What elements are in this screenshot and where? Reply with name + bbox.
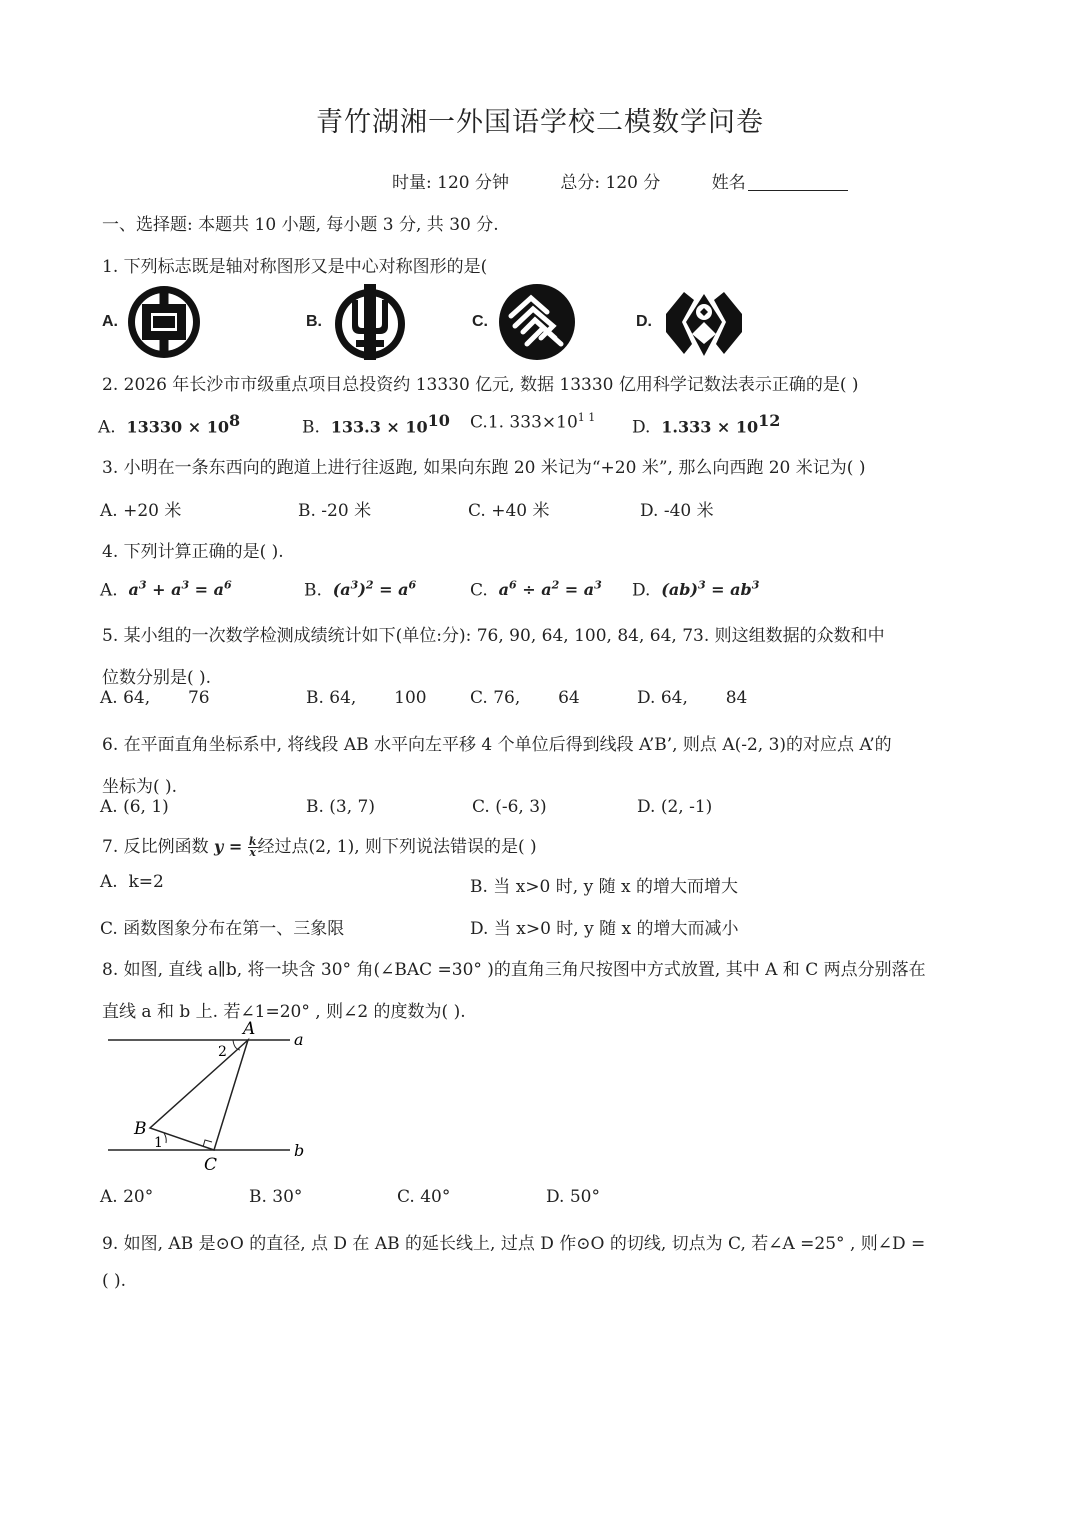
q6-option-d[interactable]: D. (2, -1) [637,797,713,817]
q8-figure [100,1016,320,1178]
section-heading: 一、选择题: 本题共 10 小题, 每小题 3 分, 共 30 分. [102,215,499,235]
q8-stem-line1: 8. 如图, 直线 a∥b, 将一块含 30° 角(∠BAC =30° )的直角三角尺按图中方式放置, 其中 A 和 C 两点分别落在 [102,960,926,980]
q8-option-d[interactable]: D. 50° [546,1187,600,1207]
q2-option-d[interactable] [632,411,780,438]
q7-stem-pre: 7. 反比例函数 [102,837,215,857]
q3-option-d[interactable]: D. -40 米 [640,501,714,521]
angle-1-label: 1 [154,1135,163,1151]
q4-option-a[interactable] [100,579,232,600]
q7-stem [102,832,537,858]
q4-option-a-formula: $a^3 + a^3 = a^6$ [128,579,232,600]
q6-option-b[interactable]: B. (3, 7) [306,797,376,817]
abc-logo-icon [330,282,410,362]
q2-option-a-label: A. [98,417,116,438]
q7-option-a[interactable]: A. k=2 [100,872,164,892]
q4-option-d[interactable] [632,579,759,600]
name-label-text: 姓名 [711,173,746,193]
q1-label-b: B. [306,313,322,330]
q4-option-b[interactable] [304,579,416,600]
q4-option-b-formula: $(a^3)^2 = a^6$ [332,579,417,600]
q4-option-c-formula: $a^6 \div a^2 = a^3$ [498,579,602,600]
q2-option-d-exp: 12 [758,411,781,430]
exam-meta [392,168,894,193]
q7-stem-post: 经过点(2, 1), 则下列说法错误的是( ) [257,837,537,857]
q5-option-b[interactable]: B. 64, 100 [306,688,427,708]
q9-stem-line1: 9. 如图, AB 是⊙O 的直径, 点 D 在 AB 的延长线上, 过点 D 作⊙O 的切线, 切点为 C, 若∠A =25° , 则∠D = [102,1234,926,1254]
icbc-logo-icon [124,282,204,362]
q4-stem: 4. 下列计算正确的是( ). [102,542,284,562]
q4-option-c[interactable] [470,579,602,600]
line-a-label: a [294,1030,304,1049]
q2-stem: 2. 2026 年长沙市市级重点项目总投资约 13330 亿元, 数据 13330 亿用科学记数法表示正确的是( ) [102,375,859,395]
q8-option-b[interactable]: B. 30° [249,1187,303,1207]
q2-option-c-label: C. [470,412,488,433]
q2-option-c-exp: 1 1 [577,411,596,424]
q7-option-b[interactable]: B. 当 x>0 时, y 随 x 的增大而增大 [470,877,738,897]
q2-option-a-exp: 8 [228,411,241,430]
q5-stem-line2: 位数分别是( ). [102,668,212,688]
q1-label-c: C. [472,313,488,330]
name-blank[interactable] [748,172,848,191]
q2-option-d-label: D. [632,417,651,438]
point-b-label: B [134,1119,147,1139]
bank-logo-icon [662,282,746,362]
q2-option-b-base: 133.3 × 10 [330,417,428,437]
q6-option-a[interactable]: A. (6, 1) [100,797,169,817]
q4-option-c-label: C. [470,580,488,601]
exam-title: 青竹湖湘一外国语学校二模数学问卷 [316,107,764,138]
q3-stem: 3. 小明在一条东西向的跑道上进行往返跑, 如果向东跑 20 米记为“+20 米”, 那么向西跑 20 米记为( ) [102,458,866,478]
score-info: 总分: 120 分 [560,173,661,193]
q2-option-b-exp: 10 [427,411,450,430]
q8-option-a[interactable]: A. 20° [100,1187,154,1207]
q6-stem-line2: 坐标为( ). [102,777,178,797]
point-c-label: C [204,1155,218,1175]
q7-option-c[interactable]: C. 函数图象分布在第一、三象限 [100,919,345,939]
q5-option-d[interactable]: D. 64, 84 [637,688,748,708]
q1-label-d: D. [636,313,652,330]
q5-stem-line1: 5. 某小组的一次数学检测成绩统计如下(单位:分): 76, 90, 64, 100, 84, 64, 73. 则这组数据的众数和中 [102,626,885,646]
q8-option-c[interactable]: C. 40° [397,1187,451,1207]
point-a-label: A [243,1019,256,1039]
q2-option-b[interactable] [302,411,450,438]
q2-option-a-base: 13330 × 10 [126,417,229,437]
q2-option-c[interactable] [470,411,595,433]
name-label [712,173,894,193]
q3-option-a[interactable]: A. +20 米 [100,501,182,521]
q4-option-d-label: D. [632,580,651,601]
q1-stem: 1. 下列标志既是轴对称图形又是中心对称图形的是( [102,257,488,277]
q8-stem-line2: 直线 a 和 b 上. 若∠1=20° , 则∠2 的度数为( ). [102,1002,466,1022]
q2-option-b-label: B. [302,417,320,438]
q6-stem-line1: 6. 在平面直角坐标系中, 将线段 AB 水平向左平移 4 个单位后得到线段 A’B’, 则点 A(-2, 3)的对应点 A’的 [102,735,892,755]
line-b-label: b [294,1141,305,1160]
q3-option-b[interactable]: B. -20 米 [298,501,372,521]
q4-option-a-label: A. [100,580,118,601]
q7-function: y = $\frac{k}{x}$ [214,835,257,859]
angle-1-arc [164,1133,166,1143]
q2-option-c-base: 1. 333×10 [487,412,578,433]
q2-option-d-base: 1.333 × 10 [661,417,759,437]
q3-option-c[interactable]: C. +40 米 [468,501,550,521]
china-mobile-logo-icon [497,282,577,362]
q7-option-d[interactable]: D. 当 x>0 时, y 随 x 的增大而减小 [470,919,739,939]
q1-label-a: A. [102,313,118,330]
q2-option-a[interactable] [98,411,240,438]
q6-option-c[interactable]: C. (-6, 3) [472,797,547,817]
time-info: 时量: 120 分钟 [392,173,509,193]
q4-option-b-label: B. [304,580,322,601]
q5-option-a[interactable]: A. 64, 76 [100,688,210,708]
q5-option-c[interactable]: C. 76, 64 [470,688,580,708]
q4-option-d-formula: $(ab)^3 = ab^3$ [661,579,760,600]
q9-stem-line2: ( ). [102,1271,127,1291]
angle-2-label: 2 [218,1044,227,1060]
